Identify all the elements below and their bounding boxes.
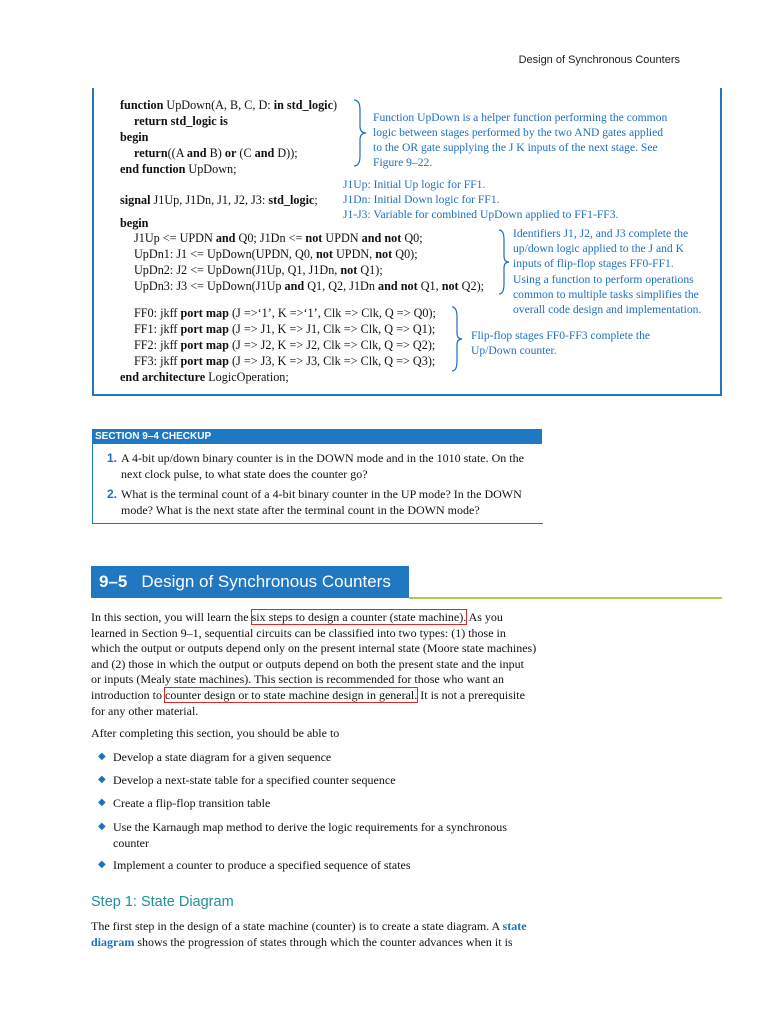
- brace-icon: [350, 98, 370, 168]
- question-1: A 4-bit up/down binary counter is in the DOWN mode and in the 1010 state. On the next clock pulse, to what state does the counter go?: [121, 451, 524, 481]
- code-line: end function UpDown;: [120, 162, 237, 176]
- note-function-updown: Function UpDown is a helper function performing the common logic between stages performed by the two AND gates applied to the OR gate supplying the J K inputs of the next stage. See Figure 9–22.: [373, 111, 668, 169]
- list-item: Use the Karnaugh map method to derive the logic requirements for a synchronous counter: [113, 820, 507, 850]
- brace-icon: [449, 305, 465, 373]
- brace-icon: [496, 228, 512, 296]
- code-line: FF3: jkff port map (J => J3, K => J3, Clk => Clk, Q => Q3);: [134, 354, 436, 368]
- question-number: 2.: [107, 487, 118, 501]
- note-flip-flops: Flip-flop stages FF0-FF3 complete the Up/Down counter.: [471, 329, 651, 357]
- section-title: 9–5 Design of Synchronous Counters: [91, 566, 409, 598]
- code-line: FF0: jkff port map (J =>‘1’, K =>‘1’, Clk => Clk, Q => Q0);: [134, 306, 436, 320]
- code-line: return std_logic is: [134, 114, 228, 128]
- step-heading: Step 1: State Diagram: [91, 894, 234, 910]
- code-line: signal J1Up, J1Dn, J1, J2, J3: std_logic;: [120, 193, 318, 207]
- code-line: function UpDown(A, B, C, D: in std_logic): [120, 98, 338, 112]
- code-line: end architecture LogicOperation;: [120, 370, 289, 384]
- note-signals: J1Up: Initial Up logic for FF1. J1Dn: Initial Down logic for FF1. J1-J3: Variable for combined UpDown applied to FF1-FF3.: [343, 178, 619, 221]
- list-item: Develop a next-state table for a specified counter sequence: [113, 773, 396, 787]
- bullet-icon: ◆: [98, 774, 106, 785]
- code-line: FF1: jkff port map (J => J1, K => J1, Clk => Clk, Q => Q1);: [134, 322, 436, 336]
- objectives-intro: After completing this section, you should be able to: [91, 726, 340, 740]
- list-item: Create a flip-flop transition table: [113, 796, 271, 810]
- bullet-icon: ◆: [98, 859, 106, 870]
- checkup-heading: SECTION 9–4 CHECKUP: [92, 429, 542, 444]
- code-line: FF2: jkff port map (J => J2, K => J2, Clk => Clk, Q => Q2);: [134, 338, 436, 352]
- list-item: Develop a state diagram for a given sequence: [113, 750, 332, 764]
- question-2: What is the terminal count of a 4-bit binary counter in the UP mode? In the DOWN mode? What is the next state after the terminal count in the DOWN mode?: [121, 487, 522, 517]
- code-line: UpDn1: J1 <= UpDown(UPDN, Q0, not UPDN, not Q0);: [134, 247, 418, 261]
- section-rule: [409, 597, 722, 599]
- code-line: return((A and B) or (C and D));: [134, 146, 298, 160]
- bullet-icon: ◆: [98, 821, 106, 832]
- code-line: UpDn2: J2 <= UpDown(J1Up, Q1, J1Dn, not Q1);: [134, 263, 383, 277]
- question-number: 1.: [107, 451, 118, 465]
- code-line: begin: [120, 130, 149, 144]
- intro-paragraph: In this section, you will learn the six steps to design a counter (state machine). As you learned in Section 9–1, sequential circuits can be classified into two types: (1) those in which the output or outputs depend only on the present internal state (Moore state machines) and (2) those in which the output or outputs depend on both the present state and the input or inputs (Mealy state machines). This section is recommended for those who want an introduction to counter design or to state machine design in general. It is not a prerequisite for any other material.: [91, 610, 537, 718]
- state-diagram-paragraph: The first step in the design of a state machine (counter) is to create a state diagram. A state diagram shows the progression of states through which the counter advances when it is: [91, 919, 527, 949]
- code-line: begin: [120, 216, 149, 230]
- note-identifiers: Identifiers J1, J2, and J3 complete the up/down logic applied to the J and K inputs of flip-flop stages FF0-FF1. Using a function to perform operations common to multiple tasks simplifies the overall code design and implementation.: [513, 227, 702, 317]
- running-header: Design of Synchronous Counters: [518, 54, 680, 66]
- code-line: J1Up <= UPDN and Q0; J1Dn <= not UPDN and not Q0;: [134, 231, 423, 245]
- bullet-icon: ◆: [98, 797, 106, 808]
- bullet-icon: ◆: [98, 751, 106, 762]
- list-item: Implement a counter to produce a specified sequence of states: [113, 858, 411, 872]
- code-line: UpDn3: J3 <= UpDown(J1Up and Q1, Q2, J1Dn and not Q1, not Q2);: [134, 279, 485, 293]
